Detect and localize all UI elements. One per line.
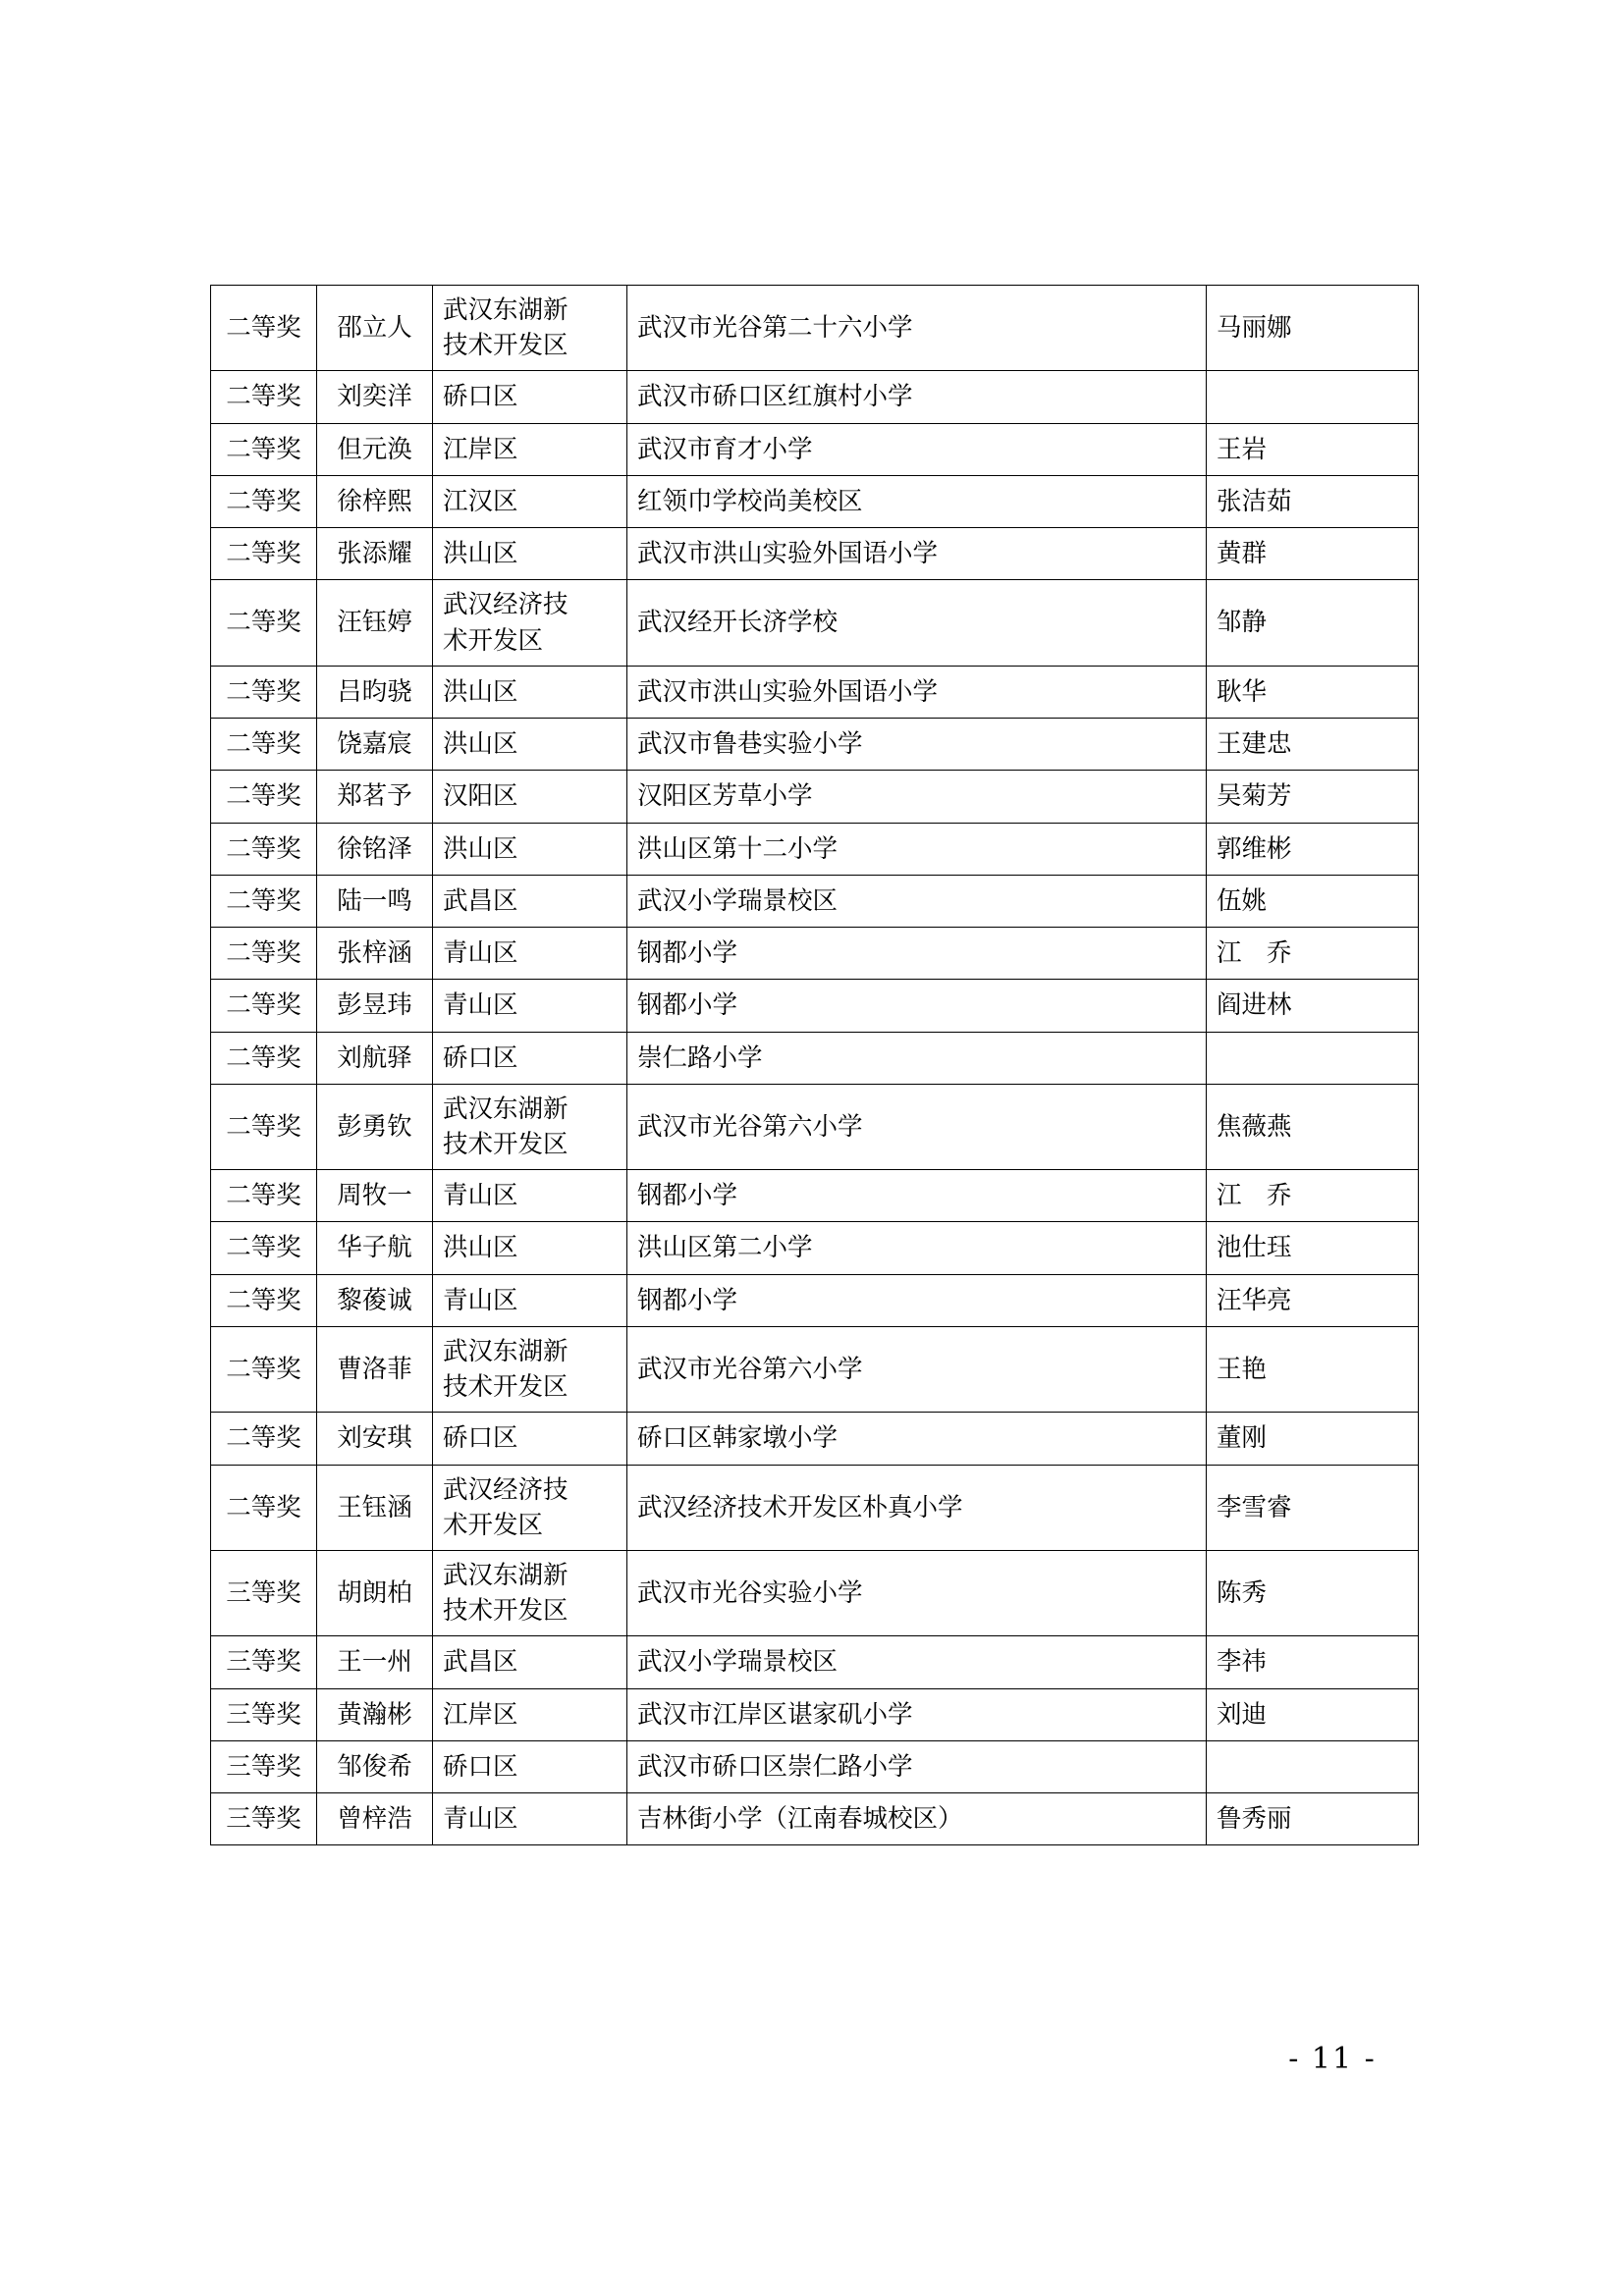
cell-school: 硚口区韩家墩小学 — [627, 1413, 1207, 1465]
cell-teacher: 池仕珏 — [1207, 1222, 1419, 1274]
table-row — [211, 1688, 1419, 1740]
page-footer — [0, 2042, 1624, 2076]
cell-region: 武汉经济技 术开发区 — [433, 580, 627, 666]
cell-name: 刘安琪 — [317, 1413, 433, 1465]
cell-school: 钢都小学 — [627, 928, 1207, 980]
cell-region: 洪山区 — [433, 823, 627, 875]
cell-teacher: 陈秀 — [1207, 1551, 1419, 1636]
table-row — [211, 286, 1419, 371]
cell-teacher: 江 乔 — [1207, 928, 1419, 980]
cell-award: 二等奖 — [211, 371, 317, 423]
cell-award: 二等奖 — [211, 1326, 317, 1412]
cell-name: 黄瀚彬 — [317, 1688, 433, 1740]
cell-teacher: 李雪睿 — [1207, 1465, 1419, 1550]
cell-teacher — [1207, 1032, 1419, 1084]
cell-name: 郑茗予 — [317, 771, 433, 823]
cell-region: 青山区 — [433, 1793, 627, 1845]
cell-award: 二等奖 — [211, 528, 317, 580]
cell-name: 曹洛菲 — [317, 1326, 433, 1412]
cell-teacher: 王岩 — [1207, 423, 1419, 475]
table-row — [211, 875, 1419, 927]
cell-teacher: 汪华亮 — [1207, 1274, 1419, 1326]
cell-school: 武汉市洪山实验外国语小学 — [627, 528, 1207, 580]
cell-award: 二等奖 — [211, 875, 317, 927]
cell-school: 崇仁路小学 — [627, 1032, 1207, 1084]
cell-award: 二等奖 — [211, 1222, 317, 1274]
table-row — [211, 771, 1419, 823]
cell-award: 三等奖 — [211, 1636, 317, 1688]
cell-name: 汪钰婷 — [317, 580, 433, 666]
table-row — [211, 719, 1419, 771]
table-row — [211, 1222, 1419, 1274]
cell-school: 武汉市洪山实验外国语小学 — [627, 666, 1207, 718]
cell-award: 二等奖 — [211, 475, 317, 527]
cell-region: 武昌区 — [433, 1636, 627, 1688]
cell-award: 二等奖 — [211, 928, 317, 980]
cell-teacher: 王艳 — [1207, 1326, 1419, 1412]
cell-teacher: 江 乔 — [1207, 1170, 1419, 1222]
cell-region: 硚口区 — [433, 1032, 627, 1084]
cell-school: 武汉经济技术开发区朴真小学 — [627, 1465, 1207, 1550]
cell-award: 二等奖 — [211, 980, 317, 1032]
cell-teacher: 耿华 — [1207, 666, 1419, 718]
cell-award: 三等奖 — [211, 1740, 317, 1792]
cell-name: 彭勇钦 — [317, 1084, 433, 1169]
cell-region: 武汉经济技 术开发区 — [433, 1465, 627, 1550]
cell-teacher: 黄群 — [1207, 528, 1419, 580]
award-table-body — [211, 286, 1419, 1845]
cell-name: 徐铭泽 — [317, 823, 433, 875]
cell-school: 武汉经开长济学校 — [627, 580, 1207, 666]
table-row — [211, 980, 1419, 1032]
table-row — [211, 1084, 1419, 1169]
cell-name: 王钰涵 — [317, 1465, 433, 1550]
cell-award: 二等奖 — [211, 1032, 317, 1084]
cell-school: 吉林街小学（江南春城校区） — [627, 1793, 1207, 1845]
cell-teacher: 刘迪 — [1207, 1688, 1419, 1740]
cell-teacher: 李祎 — [1207, 1636, 1419, 1688]
table-row — [211, 1413, 1419, 1465]
cell-region: 江汉区 — [433, 475, 627, 527]
cell-school: 红领巾学校尚美校区 — [627, 475, 1207, 527]
cell-school: 洪山区第二小学 — [627, 1222, 1207, 1274]
table-row — [211, 1551, 1419, 1636]
cell-school: 武汉市硚口区崇仁路小学 — [627, 1740, 1207, 1792]
cell-award: 二等奖 — [211, 1084, 317, 1169]
page-number: - 11 - — [1288, 2042, 1377, 2076]
cell-region: 武昌区 — [433, 875, 627, 927]
cell-name: 周牧一 — [317, 1170, 433, 1222]
cell-name: 王一州 — [317, 1636, 433, 1688]
cell-award: 三等奖 — [211, 1793, 317, 1845]
cell-name: 华子航 — [317, 1222, 433, 1274]
cell-region: 武汉东湖新 技术开发区 — [433, 286, 627, 371]
cell-region: 武汉东湖新 技术开发区 — [433, 1084, 627, 1169]
cell-school: 钢都小学 — [627, 1170, 1207, 1222]
cell-award: 二等奖 — [211, 1274, 317, 1326]
cell-region: 硚口区 — [433, 1413, 627, 1465]
table-row — [211, 423, 1419, 475]
cell-award: 二等奖 — [211, 1465, 317, 1550]
cell-name: 胡朗柏 — [317, 1551, 433, 1636]
cell-teacher: 焦薇燕 — [1207, 1084, 1419, 1169]
cell-award: 三等奖 — [211, 1551, 317, 1636]
cell-teacher: 马丽娜 — [1207, 286, 1419, 371]
cell-school: 武汉市光谷第二十六小学 — [627, 286, 1207, 371]
cell-school: 武汉小学瑞景校区 — [627, 1636, 1207, 1688]
cell-award: 二等奖 — [211, 1413, 317, 1465]
cell-name: 饶嘉宸 — [317, 719, 433, 771]
cell-school: 钢都小学 — [627, 980, 1207, 1032]
cell-award: 二等奖 — [211, 666, 317, 718]
cell-region: 江岸区 — [433, 1688, 627, 1740]
cell-school: 武汉市光谷第六小学 — [627, 1326, 1207, 1412]
cell-region: 青山区 — [433, 928, 627, 980]
cell-award: 二等奖 — [211, 580, 317, 666]
cell-award: 二等奖 — [211, 1170, 317, 1222]
cell-region: 青山区 — [433, 1274, 627, 1326]
cell-teacher: 张洁茹 — [1207, 475, 1419, 527]
table-row — [211, 528, 1419, 580]
table-row — [211, 1170, 1419, 1222]
cell-region: 青山区 — [433, 1170, 627, 1222]
cell-award: 二等奖 — [211, 771, 317, 823]
cell-name: 邵立人 — [317, 286, 433, 371]
cell-award: 二等奖 — [211, 719, 317, 771]
cell-region: 洪山区 — [433, 666, 627, 718]
cell-region: 洪山区 — [433, 1222, 627, 1274]
table-row — [211, 580, 1419, 666]
cell-school: 武汉市鲁巷实验小学 — [627, 719, 1207, 771]
cell-region: 硚口区 — [433, 1740, 627, 1792]
table-row — [211, 1793, 1419, 1845]
cell-region: 洪山区 — [433, 528, 627, 580]
table-row — [211, 1740, 1419, 1792]
table-row — [211, 1636, 1419, 1688]
table-row — [211, 371, 1419, 423]
cell-teacher: 邹静 — [1207, 580, 1419, 666]
cell-school: 武汉市光谷第六小学 — [627, 1084, 1207, 1169]
cell-award: 二等奖 — [211, 423, 317, 475]
cell-teacher — [1207, 371, 1419, 423]
cell-name: 彭昱玮 — [317, 980, 433, 1032]
cell-teacher: 阎进林 — [1207, 980, 1419, 1032]
cell-region: 汉阳区 — [433, 771, 627, 823]
award-table — [210, 285, 1419, 1845]
cell-name: 黎葰诚 — [317, 1274, 433, 1326]
cell-teacher — [1207, 1740, 1419, 1792]
cell-name: 刘航驿 — [317, 1032, 433, 1084]
cell-school: 武汉市硚口区红旗村小学 — [627, 371, 1207, 423]
cell-school: 武汉小学瑞景校区 — [627, 875, 1207, 927]
cell-teacher: 伍姚 — [1207, 875, 1419, 927]
cell-name: 曾梓浩 — [317, 1793, 433, 1845]
cell-award: 三等奖 — [211, 1688, 317, 1740]
cell-region: 洪山区 — [433, 719, 627, 771]
cell-name: 徐梓熙 — [317, 475, 433, 527]
cell-teacher: 鲁秀丽 — [1207, 1793, 1419, 1845]
table-row — [211, 1274, 1419, 1326]
cell-school: 汉阳区芳草小学 — [627, 771, 1207, 823]
cell-teacher: 郭维彬 — [1207, 823, 1419, 875]
cell-teacher: 王建忠 — [1207, 719, 1419, 771]
table-row — [211, 823, 1419, 875]
table-row — [211, 1326, 1419, 1412]
table-row — [211, 1465, 1419, 1550]
table-row — [211, 928, 1419, 980]
cell-award: 二等奖 — [211, 286, 317, 371]
cell-name: 吕昀骁 — [317, 666, 433, 718]
award-table-container — [210, 285, 1418, 1845]
cell-award: 二等奖 — [211, 823, 317, 875]
table-row — [211, 475, 1419, 527]
cell-school: 武汉市光谷实验小学 — [627, 1551, 1207, 1636]
cell-region: 硚口区 — [433, 371, 627, 423]
cell-name: 邹俊希 — [317, 1740, 433, 1792]
cell-school: 钢都小学 — [627, 1274, 1207, 1326]
table-row — [211, 1032, 1419, 1084]
cell-name: 张添耀 — [317, 528, 433, 580]
cell-name: 张梓涵 — [317, 928, 433, 980]
cell-region: 江岸区 — [433, 423, 627, 475]
table-row — [211, 666, 1419, 718]
cell-school: 洪山区第十二小学 — [627, 823, 1207, 875]
cell-region: 武汉东湖新 技术开发区 — [433, 1326, 627, 1412]
cell-teacher: 吴菊芳 — [1207, 771, 1419, 823]
cell-school: 武汉市育才小学 — [627, 423, 1207, 475]
cell-name: 陆一鸣 — [317, 875, 433, 927]
cell-teacher: 董刚 — [1207, 1413, 1419, 1465]
cell-school: 武汉市江岸区谌家矶小学 — [627, 1688, 1207, 1740]
cell-region: 青山区 — [433, 980, 627, 1032]
cell-name: 刘奕洋 — [317, 371, 433, 423]
cell-region: 武汉东湖新 技术开发区 — [433, 1551, 627, 1636]
cell-name: 但元涣 — [317, 423, 433, 475]
